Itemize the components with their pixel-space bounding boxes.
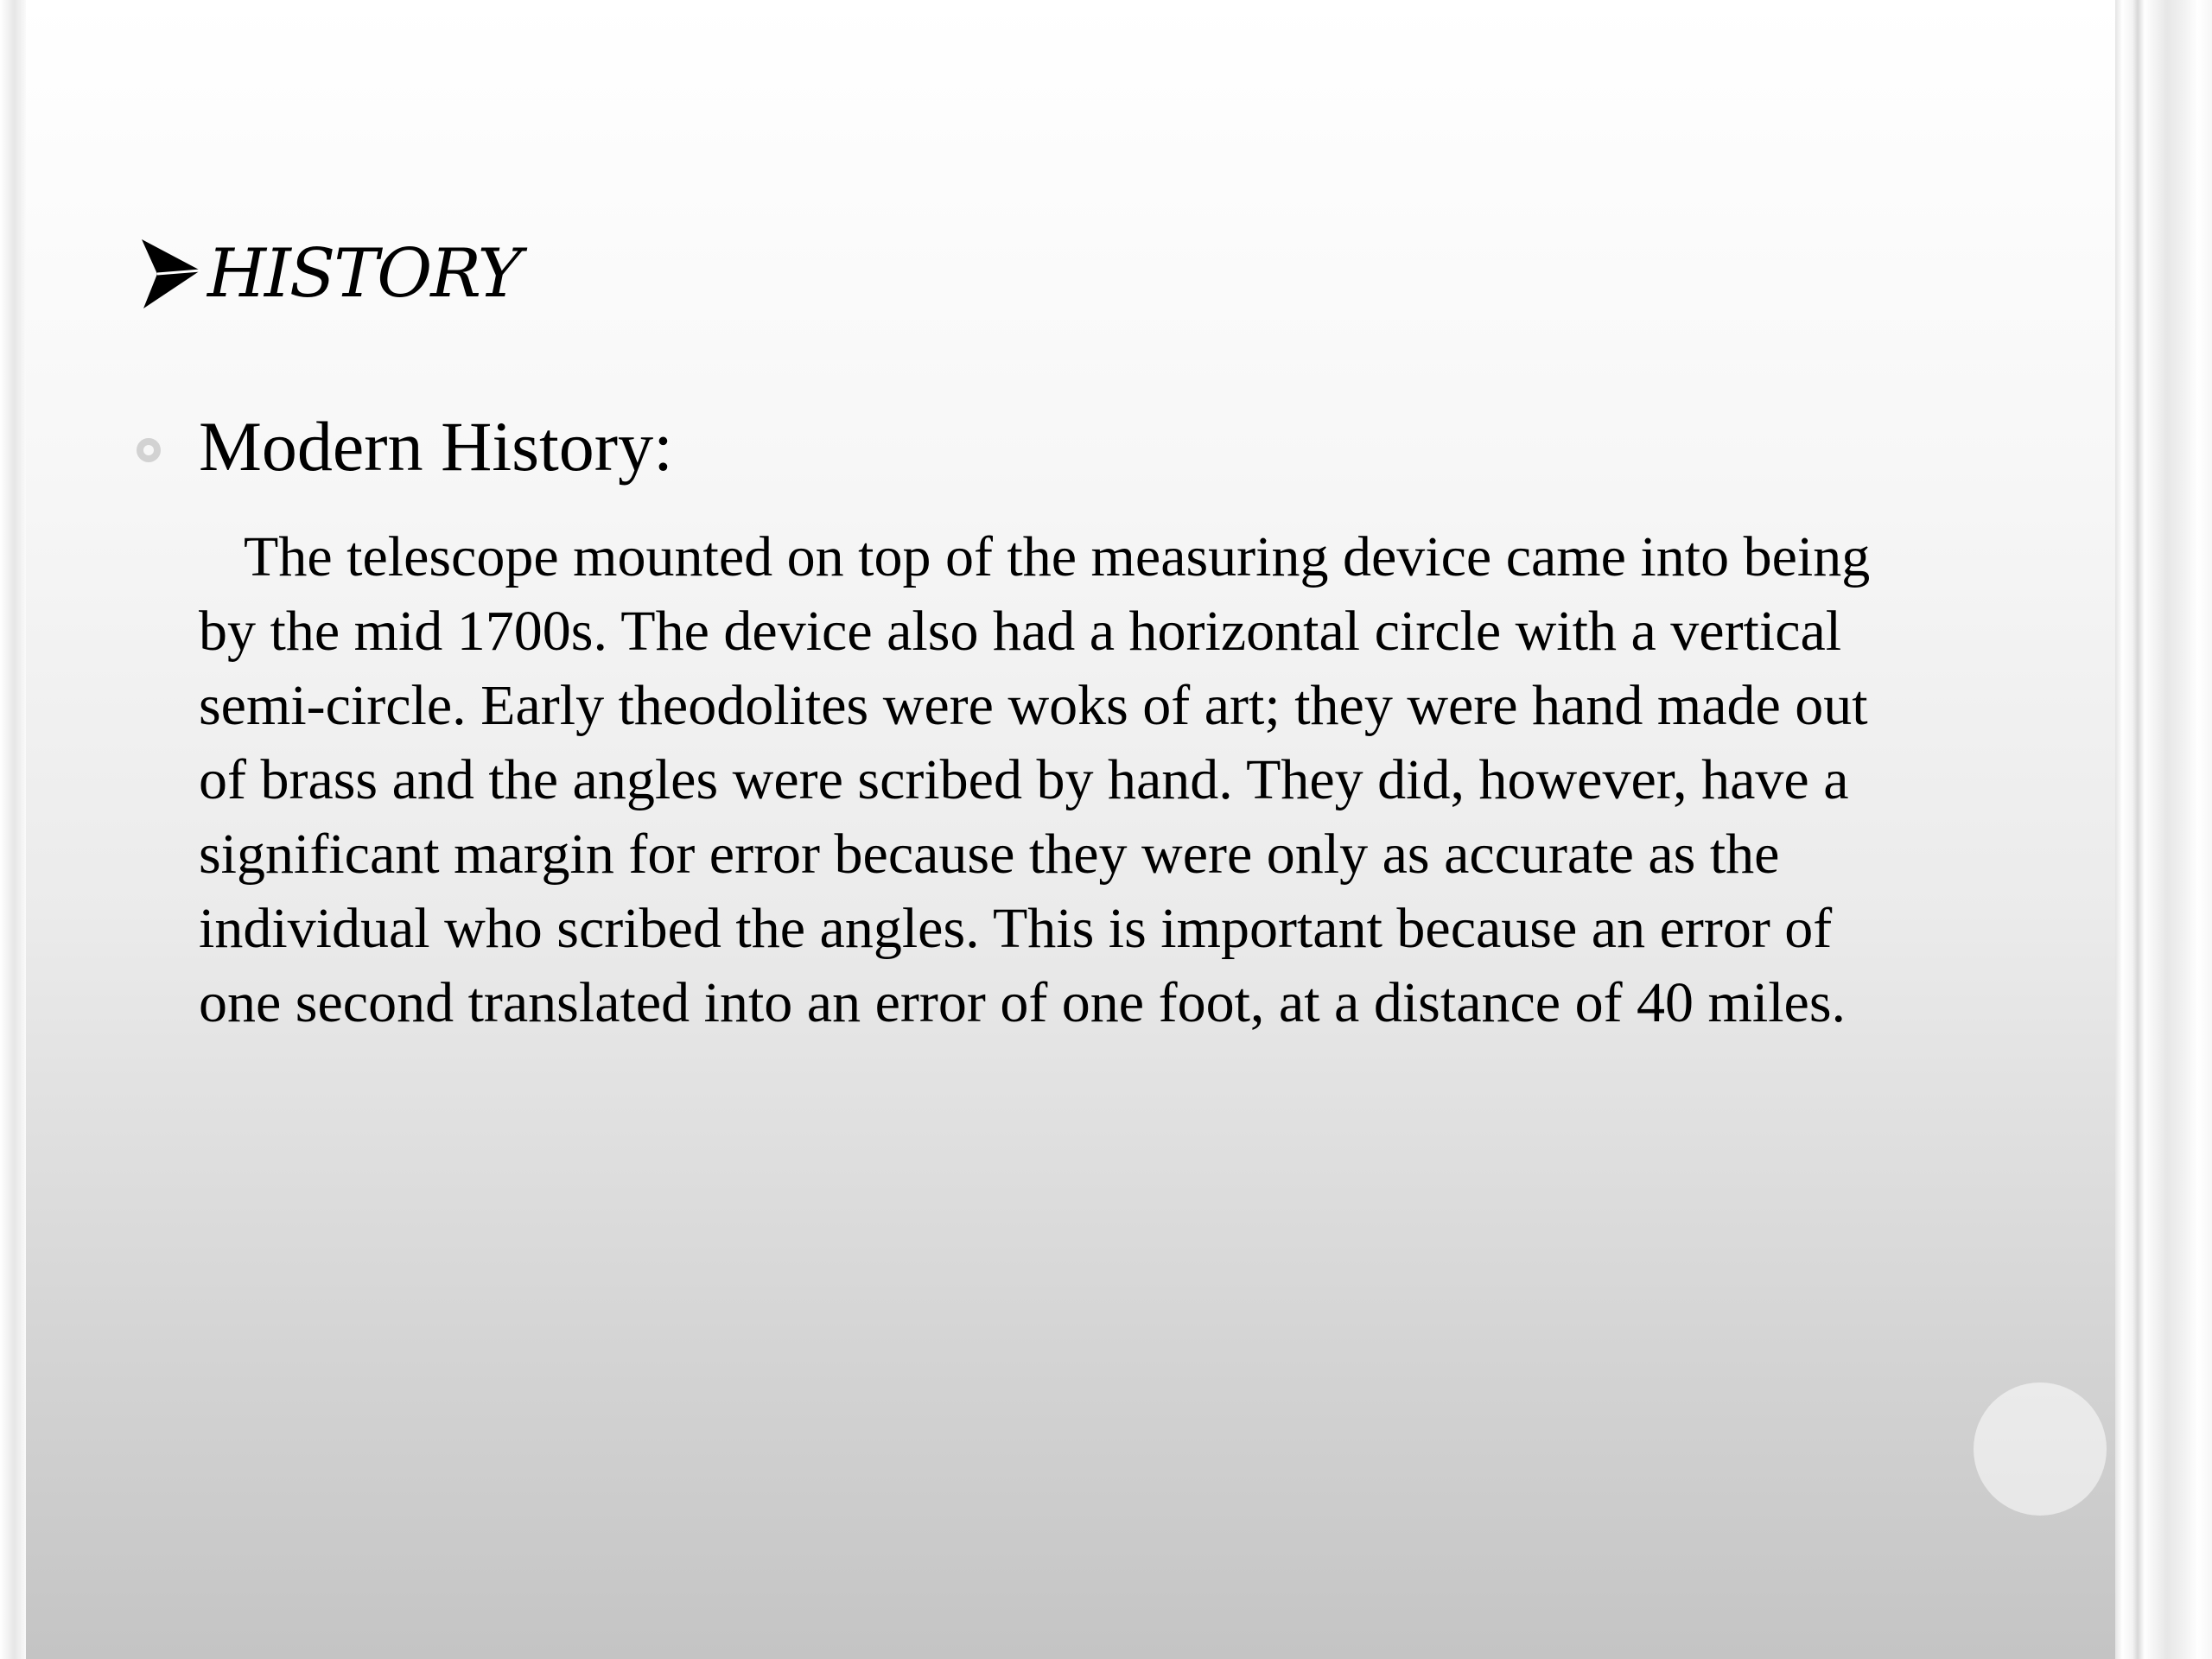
slide-left-edge bbox=[0, 0, 26, 1659]
slide-right-edge bbox=[2115, 0, 2212, 1659]
slide-heading bbox=[140, 226, 520, 321]
ring-bullet-icon bbox=[137, 438, 161, 462]
heading-text: HISTORY bbox=[207, 235, 521, 313]
bullet-label: Modern History: bbox=[199, 407, 673, 486]
bullet-item bbox=[137, 404, 673, 489]
arrowhead-icon bbox=[140, 238, 202, 310]
body-paragraph: The telescope mounted on top of the measuring device came into being by the mid 1700s. The device also had a horizontal circle with a vertical semi-circle. Early theodolites were woks of art; they were hand made out of brass and the angles were scribed by hand. They did, however, have a significant margin for error because they were only as accurate as the individual who scribed the angles. This is important because an error of one second translated into an error of one foot, at a distance of 40 miles. bbox=[199, 525, 1871, 1034]
decorative-circle bbox=[1974, 1382, 2107, 1516]
